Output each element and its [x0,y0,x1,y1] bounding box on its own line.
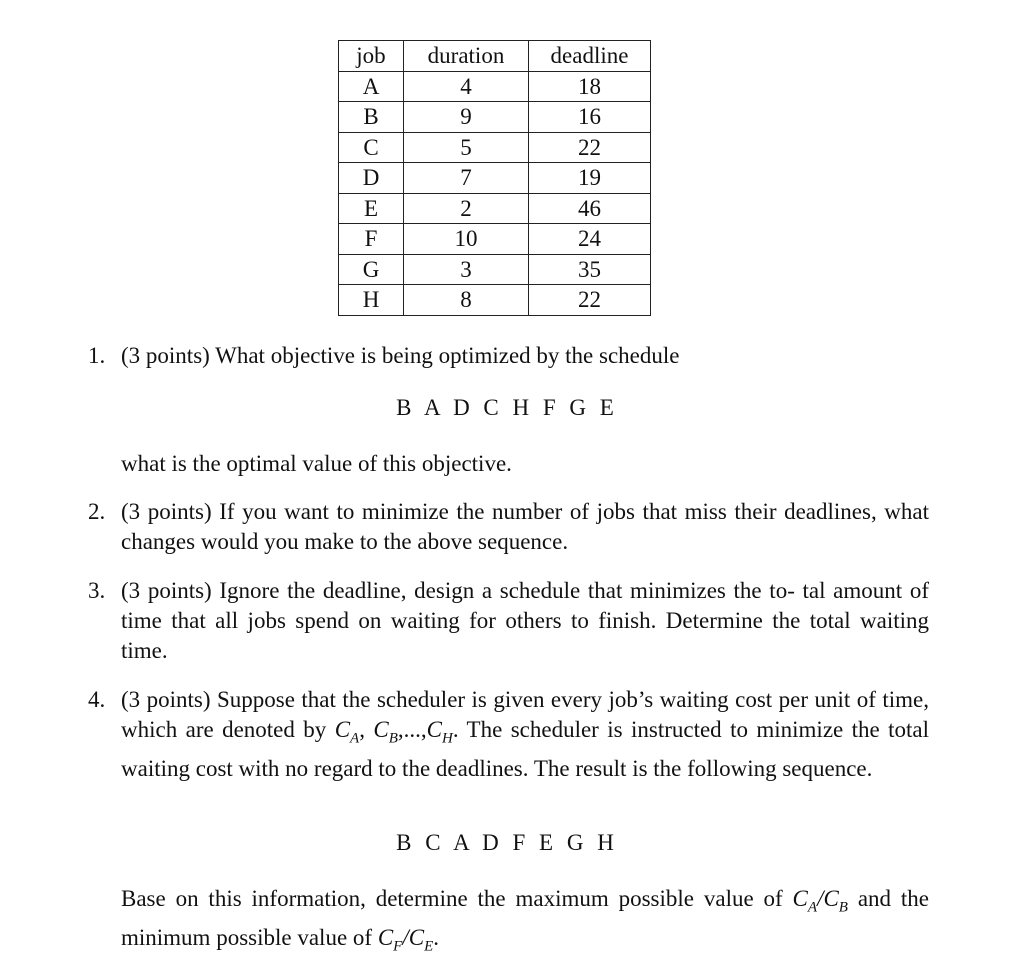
question-3-text: (3 points) Ignore the deadline, design a schedule that minimizes the to- tal amount of time that all jobs spend on waiting for others to finish. Determine the total waiting time. [121,578,929,663]
subscript-b: B [838,899,848,916]
question-4-text-after: . The scheduler is instructed to minimize the total waiting cost with no regard to the deadlines. The result is the following sequence. [121,717,930,781]
table-row [339,193,651,224]
cell-deadline: 19 [529,163,651,194]
cost-var-b [373,717,398,747]
cost-var-h [426,717,453,747]
subscript-f: F [393,938,403,955]
ratio-ca-cb: $C_A/C_B$ [792,886,848,916]
table-row [339,71,651,102]
header-job: job [339,41,404,72]
cell-duration: 10 [404,224,529,255]
question-number: 1. [88,343,106,368]
question-number: 2. [88,499,106,524]
cell-deadline: 35 [529,254,651,285]
question-2-text: (3 points) If you want to minimize the number of jobs that miss their deadlines, what changes would you make to the above sequence. [121,499,929,554]
question-4: 4. (3 points) Suppose that the scheduler is given every job’s waiting cost per unit of time, which are denoted by $C_A$, $C_B,...,C_H$. The scheduler is instructed to minimize the total waiting cost with no regard to the deadlines. The result is the following sequence. [88,687,930,781]
table-row [339,254,651,285]
cell-deadline: 16 [529,102,651,133]
cell-deadline: 46 [529,193,651,224]
cell-duration: 3 [404,254,529,285]
cost-symbol: C [373,717,389,742]
subscript-h: H [441,730,453,747]
question-2 [88,497,929,557]
cost-symbol: C [408,924,425,950]
cell-duration: 2 [404,193,529,224]
jobs-table [338,40,651,316]
question-4-text-before: (3 points) Suppose that the scheduler is given every job’s waiting cost per unit of time, which are denoted by [121,687,929,742]
cell-job: E [339,193,404,224]
table-row [339,285,651,316]
header-deadline: deadline [529,41,651,72]
q4-final-line1: Base on this information, determine the maximum possible value of [121,886,783,911]
cost-symbol: C [792,886,808,911]
q4-final-line2: and the minimum possible value of [121,886,929,950]
table-header-row [339,41,651,72]
cell-deadline: 22 [529,285,651,316]
cost-symbol: C [334,717,351,742]
cost-symbol: C [426,717,442,742]
cell-duration: 5 [404,132,529,163]
table-row [339,102,651,133]
cell-duration: 9 [404,102,529,133]
cell-deadline: 22 [529,132,651,163]
table-row [339,132,651,163]
cell-job: G [339,254,404,285]
q1-sequence: B A D C H F G E [396,395,618,420]
cell-duration: 7 [404,163,529,194]
cell-deadline: 18 [529,71,651,102]
cost-symbol: C [823,886,839,911]
subscript-a: A [807,899,818,916]
cell-job: D [339,163,404,194]
header-duration: duration [404,41,529,72]
subscript-b: B [388,730,398,747]
cost-var-a [334,717,360,747]
cell-job: H [339,285,404,316]
cell-job: A [339,71,404,102]
cell-deadline: 24 [529,224,651,255]
subscript-e: E [424,938,434,955]
question-number: 3. [88,578,106,603]
cell-duration: 4 [404,71,529,102]
subscript-a: A [350,730,360,747]
table-row [339,163,651,194]
cell-duration: 8 [404,285,529,316]
cell-job: F [339,224,404,255]
cell-job: C [339,132,404,163]
question-1-text: (3 points) What objective is being optimized by the schedule [121,343,680,368]
q1-followup: what is the optimal value of this objective. [121,451,512,476]
question-3 [88,576,929,666]
question-number: 4. [88,687,106,712]
q4-final: Base on this information, determine the maximum possible value of $C_A/C_B$ and the minimum possible value of $C_F/C_E$. [121,886,929,955]
ratio-cf-ce: $C_F/C_E$ [377,924,434,955]
cost-symbol: C [377,924,394,950]
table-row [339,224,651,255]
cell-job: B [339,102,404,133]
q4-sequence: B C A D F E G H [396,830,618,855]
question-1 [88,341,680,371]
